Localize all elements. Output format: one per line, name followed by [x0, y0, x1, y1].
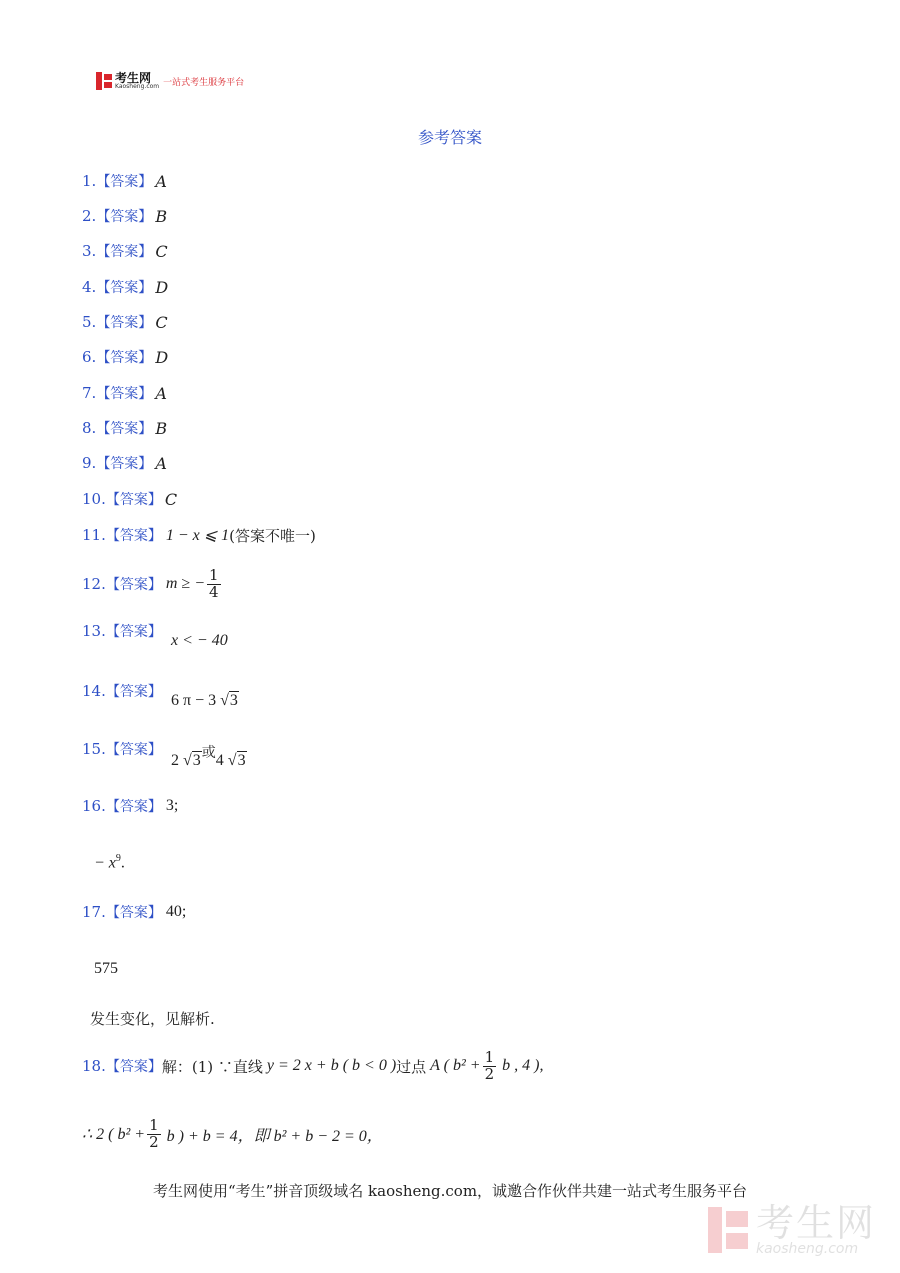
solution-text: 过点	[396, 1057, 427, 1076]
answer-expr-15	[171, 746, 247, 770]
answer-choice: B	[155, 206, 168, 226]
solution-intro: 解：(1) ∵直线	[161, 1057, 263, 1076]
item-number: 14.	[82, 682, 106, 700]
answer-choice: D	[155, 277, 169, 297]
answer-item	[82, 170, 167, 192]
answer-expr-13: x < − 40	[171, 632, 228, 649]
answer-line-1: 40;	[165, 903, 187, 920]
radicand: 3	[237, 752, 246, 769]
item-number: 18.	[82, 1057, 106, 1075]
fraction-denominator: 4	[209, 582, 219, 601]
answer-note: (答案不唯一)	[229, 526, 316, 545]
answer-item-18	[82, 1046, 543, 1086]
answer-item	[82, 311, 168, 333]
fraction	[207, 565, 221, 601]
answer-tag: 【答案】	[105, 905, 162, 921]
answer-tag: 【答案】	[105, 528, 162, 544]
answer-tag: 【答案】	[105, 577, 162, 593]
answer-tag: 【答案】	[105, 624, 162, 640]
item-number: 9.	[82, 454, 97, 472]
answer-tag: 【答案】	[105, 799, 162, 815]
or-word: 或	[201, 746, 216, 761]
answer-item-12	[82, 566, 223, 602]
answer-18-line-2	[82, 1114, 383, 1154]
logo-domain: Kaosheng.com	[115, 83, 160, 90]
answer-item-17	[82, 901, 186, 923]
watermark	[708, 1201, 876, 1257]
equation: ∴ 2 ( b² +	[82, 1126, 146, 1143]
item-number: 4.	[82, 278, 97, 296]
fraction-numerator: 1	[484, 1047, 495, 1066]
answer-expr: 1 − x ⩽ 1	[165, 527, 230, 544]
line-equation: y = 2 x + b ( b < 0 )	[266, 1057, 397, 1074]
item-number: 12.	[82, 575, 106, 593]
answer-expr-14	[171, 692, 239, 710]
answer-choice: C	[164, 489, 178, 509]
point-expr: b , 4 ),	[502, 1057, 544, 1074]
watermark-text	[755, 1201, 876, 1257]
item-number: 16.	[82, 797, 106, 815]
item-number: 10.	[82, 490, 106, 508]
answer-item-14-label	[82, 680, 162, 702]
expr-part: 6 π − 3 √	[171, 692, 229, 709]
answer-line-1: 3;	[165, 797, 179, 814]
fraction	[483, 1047, 497, 1083]
fraction-numerator: 1	[209, 565, 219, 584]
answer-choice: C	[155, 312, 168, 332]
answer-expr: m ≥ −	[165, 575, 205, 592]
item-number: 1.	[82, 172, 97, 190]
equation: b ) + b = 4，即	[166, 1127, 270, 1145]
answer-item	[82, 346, 168, 368]
item-number: 17.	[82, 903, 106, 921]
answer-16-line-2	[94, 853, 125, 872]
item-number: 11.	[82, 526, 106, 544]
answer-item	[82, 382, 167, 404]
answer-item	[82, 488, 177, 510]
answer-tag: 【答案】	[96, 421, 153, 437]
answer-item-16	[82, 795, 178, 817]
radicand: 3	[229, 692, 238, 709]
answer-tag: 【答案】	[96, 244, 153, 260]
logo-text	[115, 72, 159, 90]
answer-tag: 【答案】	[96, 456, 153, 472]
expr-part: − x	[94, 854, 116, 872]
answer-tag: 【答案】	[96, 209, 153, 225]
fraction-denominator: 2	[149, 1132, 159, 1151]
answer-tag: 【答案】	[105, 684, 162, 700]
answer-17-line-3: 发生变化，见解析.	[90, 1010, 215, 1028]
item-number: 6.	[82, 348, 97, 366]
expr-part: 2 √	[171, 752, 192, 769]
item-number: 15.	[82, 740, 106, 758]
item-number: 8.	[82, 419, 97, 437]
answer-choice: A	[155, 453, 167, 473]
logo-name: 考生网	[115, 71, 152, 85]
answer-tag: 【答案】	[96, 386, 153, 402]
answer-tag: 【答案】	[96, 280, 153, 296]
answer-choice: A	[155, 171, 167, 191]
radicand: 3	[192, 752, 201, 769]
item-number: 13.	[82, 622, 106, 640]
answer-item	[82, 417, 167, 439]
watermark-name: 考生网	[755, 1201, 876, 1245]
fraction-numerator: 1	[149, 1115, 159, 1134]
answer-choice: C	[155, 241, 168, 261]
answer-tag: 【答案】	[96, 350, 153, 366]
logo-slogan: 一站式考生服务平台	[163, 77, 245, 88]
kaosheng-watermark-icon	[708, 1207, 748, 1253]
page-footer: 考生网使用“考生”拼音顶级域名 kaosheng.com，诚邀合作伙伴共建一站式考生服务平台	[152, 1182, 748, 1200]
answer-choice: A	[155, 383, 167, 403]
kaosheng-logo-icon	[96, 72, 112, 90]
header-logo	[96, 72, 244, 90]
answer-item	[82, 205, 167, 227]
answer-17-line-2: 575	[94, 960, 118, 977]
expr-part: 4 √	[215, 752, 237, 769]
answer-item-15-label	[82, 738, 162, 760]
answer-item-11	[82, 524, 316, 546]
point-expr: A ( b² +	[430, 1057, 481, 1074]
answer-item	[82, 276, 168, 298]
expr-part: .	[120, 854, 125, 872]
fraction-denominator: 2	[484, 1064, 495, 1083]
answer-item	[82, 452, 167, 474]
page-title: 参考答案	[417, 128, 482, 147]
answer-tag: 【答案】	[105, 492, 162, 508]
answer-item	[82, 240, 168, 262]
watermark-domain: kaosheng.com	[755, 1241, 859, 1257]
answer-choice: B	[155, 418, 168, 438]
answer-tag: 【答案】	[105, 742, 162, 758]
item-number: 3.	[82, 242, 97, 260]
item-number: 7.	[82, 384, 97, 402]
equation: b² + b − 2 = 0，	[273, 1127, 383, 1145]
item-number: 5.	[82, 313, 97, 331]
item-number: 2.	[82, 207, 97, 225]
answer-choice: D	[155, 347, 169, 367]
answer-item-13-label	[82, 620, 162, 642]
fraction	[147, 1115, 161, 1151]
answer-tag: 【答案】	[96, 315, 153, 331]
exponent: 9	[115, 853, 121, 864]
answer-tag: 【答案】	[105, 1059, 162, 1075]
answer-tag: 【答案】	[96, 174, 153, 190]
